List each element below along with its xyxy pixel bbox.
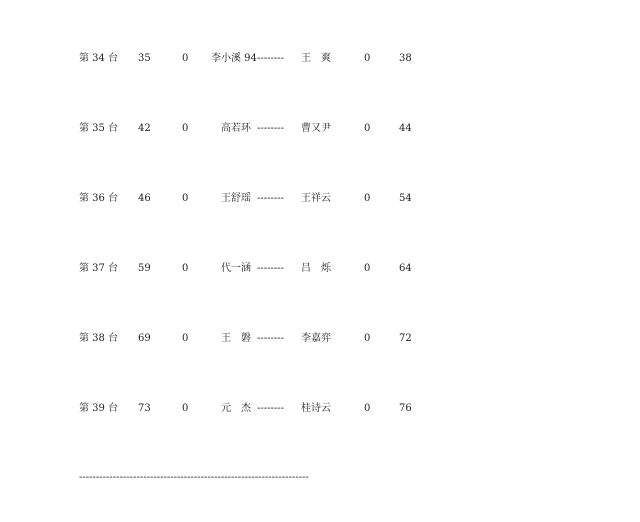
pairing-separator: -------- <box>257 403 285 414</box>
player2-name: 王祥云 <box>301 193 331 204</box>
table-number: 第 39 台 <box>79 403 119 414</box>
player1-score: 0 <box>182 53 189 64</box>
player1-name: 高若环 <box>211 123 251 134</box>
player2-number: 76 <box>399 403 412 414</box>
player2-number: 38 <box>399 53 412 64</box>
player1-name: 元 杰 <box>211 403 251 414</box>
pairing-row <box>0 52 640 66</box>
pairing-row <box>0 332 640 346</box>
player2-number: 64 <box>399 263 412 274</box>
player1-number: 35 <box>138 53 151 64</box>
player2-number: 72 <box>399 333 412 344</box>
pairing-separator: -------- <box>257 53 285 64</box>
player1-score: 0 <box>182 193 189 204</box>
player1-score: 0 <box>182 403 189 414</box>
pairing-separator: -------- <box>257 123 285 134</box>
player1-number: 69 <box>138 333 151 344</box>
player1-score: 0 <box>182 263 189 274</box>
player1-number: 59 <box>138 263 151 274</box>
pairing-row <box>0 262 640 276</box>
player2-number: 54 <box>399 193 412 204</box>
pairing-row <box>0 402 640 416</box>
table-number: 第 36 台 <box>79 193 119 204</box>
pairing-row <box>0 122 640 136</box>
table-number: 第 34 台 <box>79 53 119 64</box>
player2-name: 曹又尹 <box>301 123 331 134</box>
player2-number: 44 <box>399 123 412 134</box>
player1-name: 代一涵 <box>211 263 251 274</box>
player2-name: 吕 烁 <box>301 263 331 274</box>
player2-score: 0 <box>364 403 371 414</box>
pairing-row <box>0 192 640 206</box>
player2-score: 0 <box>364 53 371 64</box>
player2-name: 桂诗云 <box>301 403 331 414</box>
dashed-divider: -------------------------------------------------------------------- <box>79 472 309 483</box>
player2-score: 0 <box>364 193 371 204</box>
player1-number: 42 <box>138 123 151 134</box>
player1-number: 46 <box>138 193 151 204</box>
player2-score: 0 <box>364 263 371 274</box>
player1-score: 0 <box>182 123 189 134</box>
player1-name: 王舒瑶 <box>211 193 251 204</box>
player2-name: 王 爽 <box>301 53 331 64</box>
table-number: 第 37 台 <box>79 263 119 274</box>
pairing-separator: -------- <box>257 263 285 274</box>
pairing-separator: -------- <box>257 333 285 344</box>
player1-name: 李小溪 94 <box>211 53 257 64</box>
player1-score: 0 <box>182 333 189 344</box>
player1-number: 73 <box>138 403 151 414</box>
table-number: 第 35 台 <box>79 123 119 134</box>
player1-name: 王 磐 <box>211 333 251 344</box>
player2-score: 0 <box>364 333 371 344</box>
player2-score: 0 <box>364 123 371 134</box>
pairing-separator: -------- <box>257 193 285 204</box>
table-number: 第 38 台 <box>79 333 119 344</box>
player2-name: 李嘉弈 <box>301 333 331 344</box>
